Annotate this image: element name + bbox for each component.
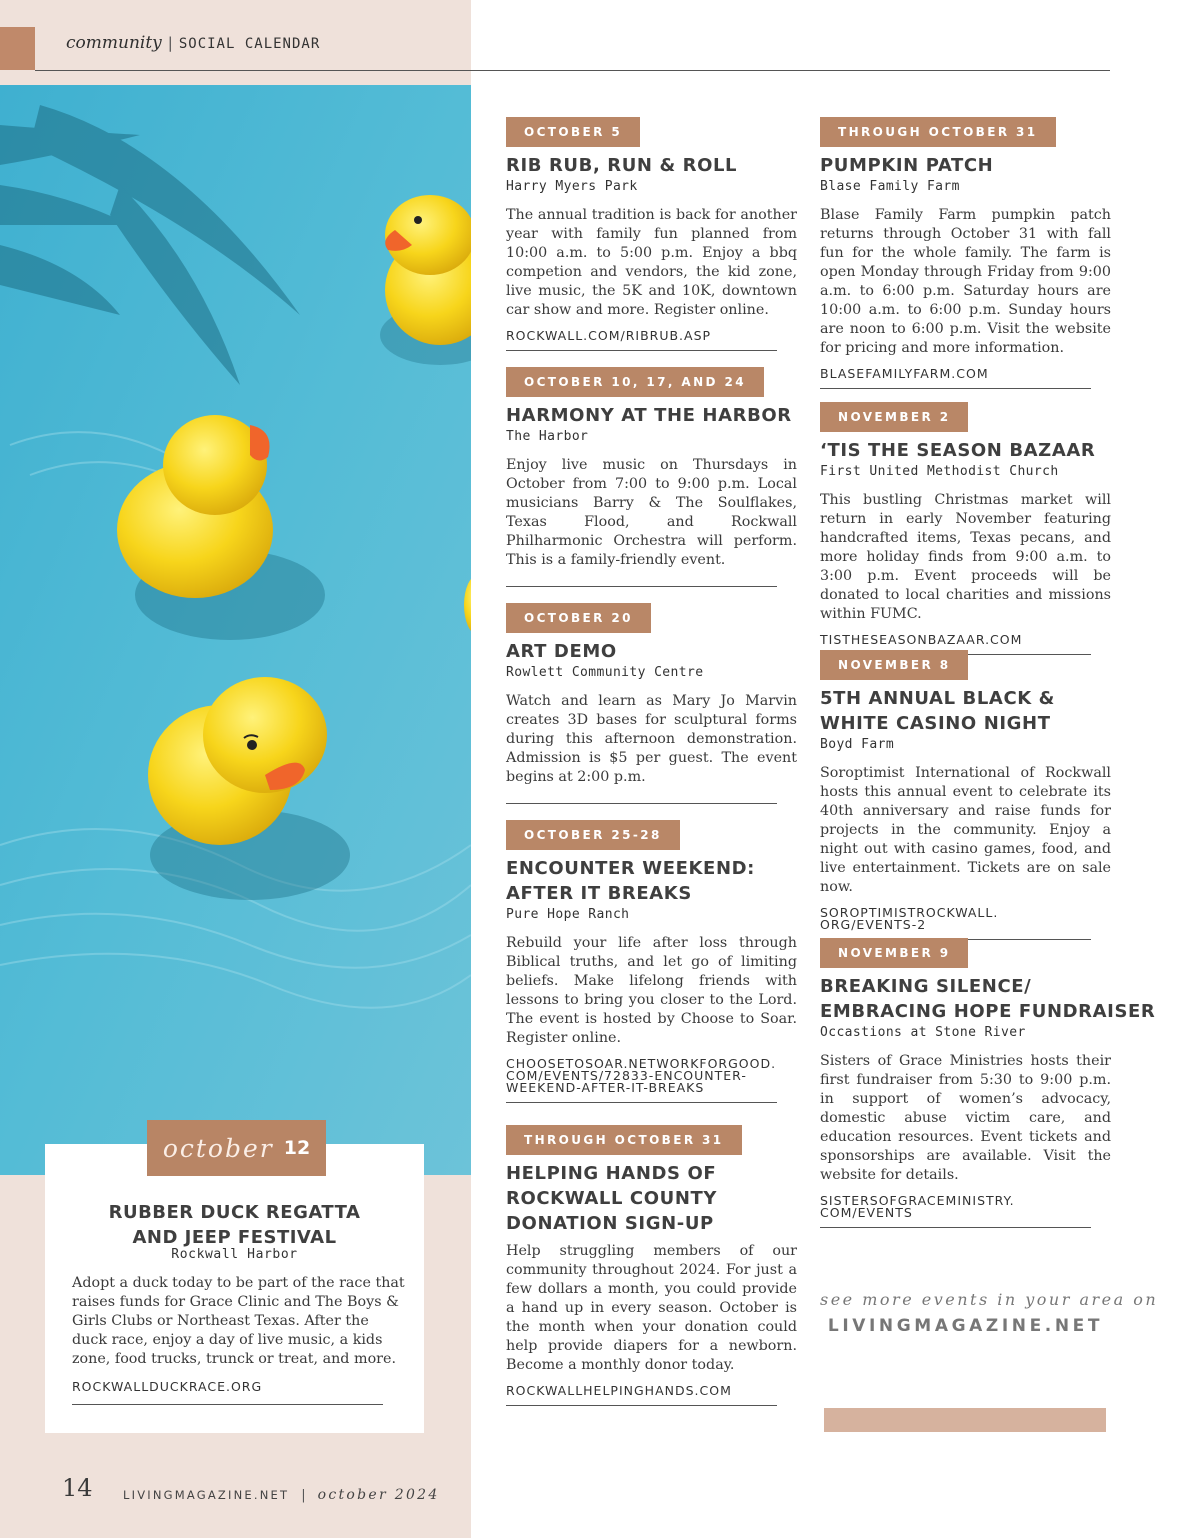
event-description: Soroptimist International of Rockwall hosts this annual event to celebrate its 40th anniversary and raise funds for projects in the community. Enjoy a night out with casino games, food, and live entertainment. Tickets are on sale now.: [820, 765, 1111, 895]
page-footer: [123, 1487, 440, 1503]
event-helping-hands: [506, 1125, 797, 1406]
event-date-tag: NOVEMBER 8: [820, 650, 968, 680]
event-date-tag: OCTOBER 25-28: [506, 820, 680, 850]
event-divider: [506, 803, 777, 804]
event-date-tag: THROUGH OCTOBER 31: [820, 117, 1056, 147]
featured-description: Adopt a duck today to be part of the race that raises funds for Grace Clinic and The Boys & Girls Clubs or Northeast Texas. After the duck race, enjoy a day of live music, a kids zone, food trucks, trunck or treat, and more.: [72, 1275, 405, 1367]
event-date-tag: OCTOBER 20: [506, 603, 651, 633]
event-url: TISTHESEASONBAZAAR.COM: [820, 632, 1023, 647]
event-title: ART DEMO: [506, 641, 617, 662]
event-url-line: WEEKEND-AFTER-IT-BREAKS: [506, 1080, 705, 1095]
event-divider: [820, 1227, 1091, 1228]
event-title-line: ENCOUNTER WEEKEND:: [506, 858, 755, 879]
event-url-line: COM/EVENTS: [820, 1205, 913, 1220]
event-harmony-harbor: [506, 367, 797, 587]
page-number: 14: [62, 1474, 93, 1502]
event-divider: [506, 1102, 777, 1103]
event-location: Blase Family Farm: [820, 179, 960, 194]
event-title-line: ROCKWALL COUNTY: [506, 1188, 718, 1209]
event-rib-rub: [506, 117, 797, 351]
event-date-tag: NOVEMBER 2: [820, 402, 968, 432]
featured-title: [45, 1200, 424, 1250]
event-date-tag: OCTOBER 5: [506, 117, 640, 147]
event-description: This bustling Christmas market will return in early November featuring handcrafted items, Texas pecans, and more holiday finds from 9:00 a.m. to 3:00 p.m. Event proceeds will be donated to local charities and missions within FUMC.: [820, 492, 1111, 622]
event-location: Rowlett Community Centre: [506, 665, 704, 680]
section-name-caps: SOCIAL CALENDAR: [178, 36, 321, 52]
event-date-tag: THROUGH OCTOBER 31: [506, 1125, 742, 1155]
event-url-line: SOROPTIMISTROCKWALL.: [820, 905, 999, 920]
featured-day: 12: [283, 1137, 311, 1159]
event-season-bazaar: [820, 402, 1111, 655]
page-header: [66, 33, 320, 59]
featured-location: Rockwall Harbor: [171, 1247, 298, 1262]
event-description: Help struggling members of our community throughout 2024. For just a few dollars a month, you could provide a hand up in every season. October is the month when your donation could help provide diapers for a newborn. Become a monthly donor today.: [506, 1243, 797, 1373]
event-title: PUMPKIN PATCH: [820, 155, 994, 176]
event-title-line: DONATION SIGN-UP: [506, 1213, 714, 1234]
event-divider: [506, 586, 777, 587]
event-pumpkin-patch: [820, 117, 1111, 389]
event-location: Pure Hope Ranch: [506, 907, 630, 922]
bottom-accent-bar: [824, 1408, 1106, 1432]
header-rule: [35, 70, 1110, 71]
event-title: [506, 1161, 797, 1236]
event-url-line: SISTERSOFGRACEMINISTRY.: [820, 1193, 1015, 1208]
event-date-tag: NOVEMBER 9: [820, 938, 968, 968]
event-description: Watch and learn as Mary Jo Marvin creates 3D bases for sculptural forms during this afternoon demonstration. Admission is $5 per guest. The event begins at 2:00 p.m.: [506, 693, 797, 785]
event-title-line: 5TH ANNUAL BLACK &: [820, 688, 1055, 709]
footer-site: LIVINGMAGAZINE.NET: [123, 1488, 290, 1502]
see-more-link[interactable]: LIVINGMAGAZINE.NET: [827, 1316, 1104, 1336]
event-url: [506, 1058, 797, 1094]
featured-month: october: [162, 1133, 274, 1163]
footer-separator: |: [301, 1488, 306, 1503]
event-url-line: CHOOSETOSOAR.NETWORKFORGOOD.: [506, 1056, 777, 1071]
event-title: [506, 856, 797, 906]
featured-title-line: RUBBER DUCK REGATTA: [108, 1202, 361, 1223]
event-title-line: EMBRACING HOPE FUNDRAISER: [820, 1001, 1156, 1022]
see-more-text: see more events in your area on: [820, 1290, 1159, 1309]
event-divider: [820, 388, 1091, 389]
event-encounter-weekend: [506, 820, 797, 1103]
event-title: [820, 974, 1156, 1024]
event-url: ROCKWALLHELPINGHANDS.COM: [506, 1383, 732, 1398]
event-art-demo: [506, 603, 797, 804]
section-name-italic: community: [66, 33, 162, 53]
featured-date-tag: [147, 1120, 326, 1176]
event-title-line: WHITE CASINO NIGHT: [820, 713, 1051, 734]
event-divider: [506, 1405, 777, 1406]
event-url: [820, 907, 1111, 931]
event-description: Rebuild your life after loss through Biblical truths, and let go of limiting beliefs. Make lifelong friends with lessons to bring you closer to the Lord. The event is hosted by Choose to Soar. Register online.: [506, 935, 797, 1046]
corner-accent-block: [0, 27, 35, 70]
featured-divider: [72, 1404, 383, 1405]
rubber-duck-photo: [0, 85, 471, 1175]
event-description: Sisters of Grace Ministries hosts their first fundraiser from 5:30 to 9:00 p.m. in support of women’s advocacy, domestic abuse victim care, and education resources. Event tickets and sponsorships are available. Visit the website for details.: [820, 1053, 1111, 1183]
event-location: First United Methodist Church: [820, 464, 1059, 479]
event-description: Blase Family Farm pumpkin patch returns through October 31 with fall fun for the whole family. The farm is open Monday through Friday from 9:00 a.m. to 6:00 p.m. Saturday hours are 10:00 a.m. to 6:00 p.m. Sunday hours are noon to 6:00 p.m. Visit the website for pricing and more information.: [820, 207, 1111, 356]
event-url: [820, 1195, 1111, 1219]
event-location: Harry Myers Park: [506, 179, 638, 194]
event-title-line: AFTER IT BREAKS: [506, 883, 692, 904]
event-url: BLASEFAMILYFARM.COM: [820, 366, 989, 381]
event-location: Boyd Farm: [820, 737, 895, 752]
event-title-line: BREAKING SILENCE/: [820, 976, 1032, 997]
event-breaking-silence: [820, 938, 1156, 1228]
header-separator: |: [167, 34, 173, 52]
event-date-tag: OCTOBER 10, 17, AND 24: [506, 367, 764, 397]
event-description: Enjoy live music on Thursdays in October from 7:00 to 9:00 p.m. Local musicians Barry & The Soulflakes, Texas Flood, and Rockwall Philharmonic Orchestra will perform. This is a family-friendly event.: [506, 457, 797, 568]
footer-issue: october 2024: [317, 1487, 440, 1503]
event-url-line: COM/EVENTS/72833-ENCOUNTER-: [506, 1068, 747, 1083]
event-divider: [506, 350, 777, 351]
event-url-line: ORG/EVENTS-2: [820, 917, 927, 932]
event-location: The Harbor: [506, 429, 589, 444]
event-location: Occastions at Stone River: [820, 1025, 1026, 1040]
event-title-line: HELPING HANDS OF: [506, 1163, 717, 1184]
event-title: RIB RUB, RUN & ROLL: [506, 155, 738, 176]
event-title: ‘TIS THE SEASON BAZAAR: [820, 440, 1096, 461]
event-description: The annual tradition is back for another year with family fun planned from 10:00 a.m. to 5:00 p.m. Enjoy a bbq competion and vendors, the kid zone, live music, the 5K and 10K, downtown car show and more. Register online.: [506, 207, 797, 318]
event-title: HARMONY AT THE HARBOR: [506, 405, 792, 426]
featured-title-line: AND JEEP FESTIVAL: [132, 1227, 337, 1248]
event-title: [820, 686, 1111, 736]
event-url: ROCKWALL.COM/RIBRUB.ASP: [506, 328, 712, 343]
event-casino-night: [820, 650, 1111, 940]
featured-url: ROCKWALLDUCKRACE.ORG: [72, 1379, 263, 1394]
